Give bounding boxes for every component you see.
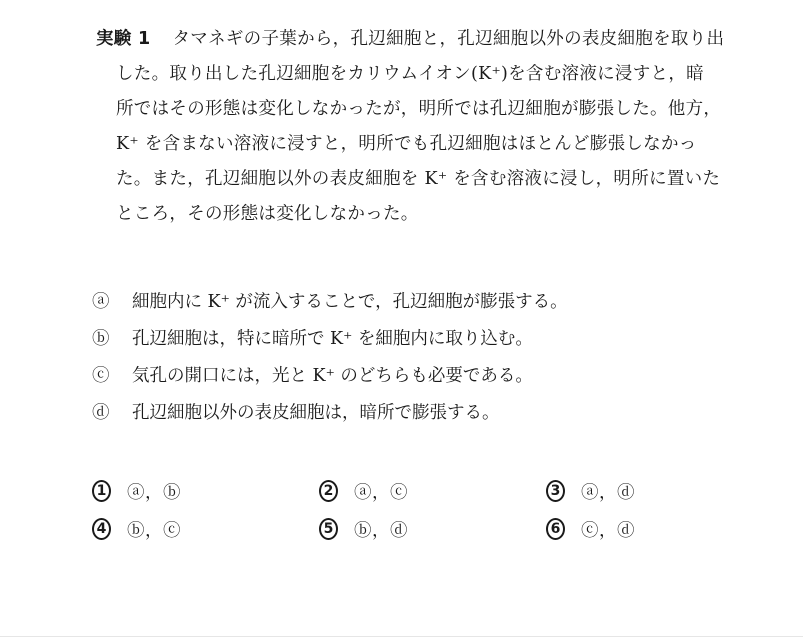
statement-text: 孔辺細胞は，特に暗所で K⁺ を細胞内に取り込む。 [132,329,533,349]
statement-mark: ⓓ [92,403,110,423]
answer-choice-4[interactable] [92,517,319,542]
statement-item [92,321,772,358]
statement-text: 孔辺細胞以外の表皮細胞は，暗所で膨張する。 [132,403,500,423]
choice-number: 1 [92,480,111,502]
statement-item [92,395,772,432]
answer-choice-1[interactable] [92,479,319,504]
choice-number: 4 [92,518,111,540]
statement-item [92,358,772,395]
passage-line: した。取り出した孔辺細胞をカリウムイオン(K⁺)を含む溶液に浸すと，暗 [116,64,704,84]
choice-number: 3 [546,480,565,502]
statement-list [92,284,772,432]
statement-text: 細胞内に K⁺ が流入することで，孔辺細胞が膨張する。 [132,292,568,312]
choice-number: 5 [319,518,338,540]
choice-number: 6 [546,518,565,540]
passage-line: た。また，孔辺細胞以外の表皮細胞を K⁺ を含む溶液に浸し，明所に置いた [116,169,721,189]
answer-choice-6[interactable] [546,517,746,542]
answer-choices [92,472,772,548]
choice-text: ⓑ，ⓒ [127,520,181,541]
statement-mark: ⓐ [92,292,110,312]
answer-choice-2[interactable] [319,479,546,504]
statement-mark: ⓑ [92,329,110,349]
passage-text: タマネギの子葉から，孔辺細胞と，孔辺細胞以外の表皮細胞を取り出 [172,29,725,49]
statement-mark: ⓒ [92,366,110,386]
page-bottom-edge [0,636,803,637]
choice-text: ⓐ，ⓑ [127,482,181,503]
passage-line: 所ではその形態は変化しなかったが，明所では孔辺細胞が膨張した。他方， [116,99,722,119]
passage-line: K⁺ を含まない溶液に浸すと，明所でも孔辺細胞はほとんど膨張しなかっ [116,134,697,154]
choice-text: ⓐ，ⓓ [581,482,635,503]
choice-text: ⓑ，ⓓ [354,520,408,541]
answer-row [92,510,772,548]
statement-text: 気孔の開口には，光と K⁺ のどちらも必要である。 [132,366,533,386]
experiment-label: 実験 1 [96,29,151,49]
experiment-passage [96,22,768,232]
answer-choice-3[interactable] [546,479,746,504]
choice-text: ⓒ，ⓓ [581,520,635,541]
passage-line [96,22,768,57]
passage-line: ところ，その形態は変化しなかった。 [116,204,419,224]
choice-number: 2 [319,480,338,502]
answer-row [92,472,772,510]
statement-item [92,284,772,321]
choice-text: ⓐ，ⓒ [354,482,408,503]
answer-choice-5[interactable] [319,517,546,542]
